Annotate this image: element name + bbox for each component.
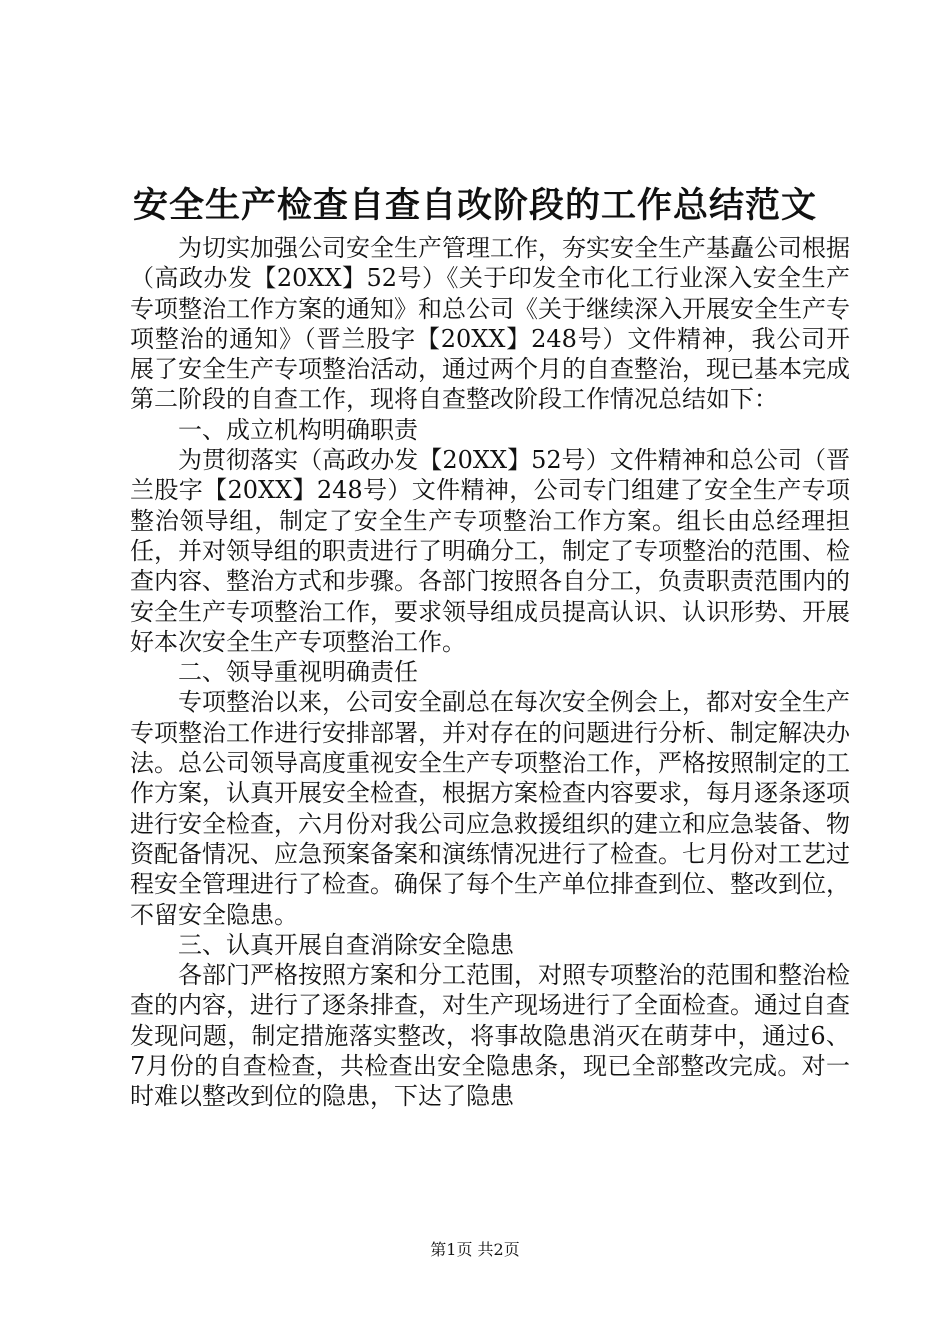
intro-paragraph: 为切实加强公司安全生产管理工作，夯实安全生产基矗公司根据（高政办发【20XX】52号）《关于印发全市化工行业深入安全生产专项整治工作方案的通知》和总公司《关于继续深入开展安全生产专项整治的通知》（晋兰股字【20XX】248号）文件精神，我公司开展了安全生产专项整治活动，通过两个月的自查整治，现已基本完成第二阶段的自查工作，现将自查整改阶段工作情况总结如下： — [130, 234, 850, 414]
section-heading-2: 二、领导重视明确责任 — [178, 658, 418, 687]
section-paragraph-1: 为贯彻落实（高政办发【20XX】52号）文件精神和总公司（晋兰股字【20XX】248号）文件精神，公司专门组建了安全生产专项整治领导组，制定了安全生产专项整治工作方案。组长由总经理担任，并对领导组的职责进行了明确分工，制定了专项整治的范围、检查内容、整治方式和步骤。各部门按照各自分工，负责职责范围内的安全生产专项整治工作，要求领导组成员提高认识、认识形势、开展好本次安全生产专项整治工作。 — [130, 446, 850, 656]
document-title: 安全生产检查自查自改阶段的工作总结范文 — [132, 185, 817, 226]
section-paragraph-3: 各部门严格按照方案和分工范围，对照专项整治的范围和整治检查的内容，进行了逐条排查，对生产现场进行了全面检查。通过自查发现问题，制定措施落实整改，将事故隐患消灭在萌芽中，通过6、7月份的自查检查，共检查出安全隐患条，现已全部整改完成。对一时难以整改到位的隐患，下达了隐患 — [130, 961, 850, 1111]
section-heading-3: 三、认真开展自查消除安全隐患 — [178, 930, 514, 959]
page-number-footer: 第1页 共2页 — [430, 1240, 520, 1259]
section-paragraph-2: 专项整治以来，公司安全副总在每次安全例会上，都对安全生产专项整治工作进行安排部署，并对存在的问题进行分析、制定解决办法。总公司领导高度重视安全生产专项整治工作，严格按照制定的工作方案，认真开展安全检查，根据方案检查内容要求，每月逐条逐项进行安全检查，六月份对我公司应急救援组织的建立和应急装备、物资配备情况、应急预案备案和演练情况进行了检查。七月份对工艺过程安全管理进行了检查。确保了每个生产单位排查到位、整改到位，不留安全隐患。 — [130, 688, 850, 929]
document-body — [130, 233, 850, 1112]
section-heading-1: 一、成立机构明确职责 — [178, 415, 418, 444]
